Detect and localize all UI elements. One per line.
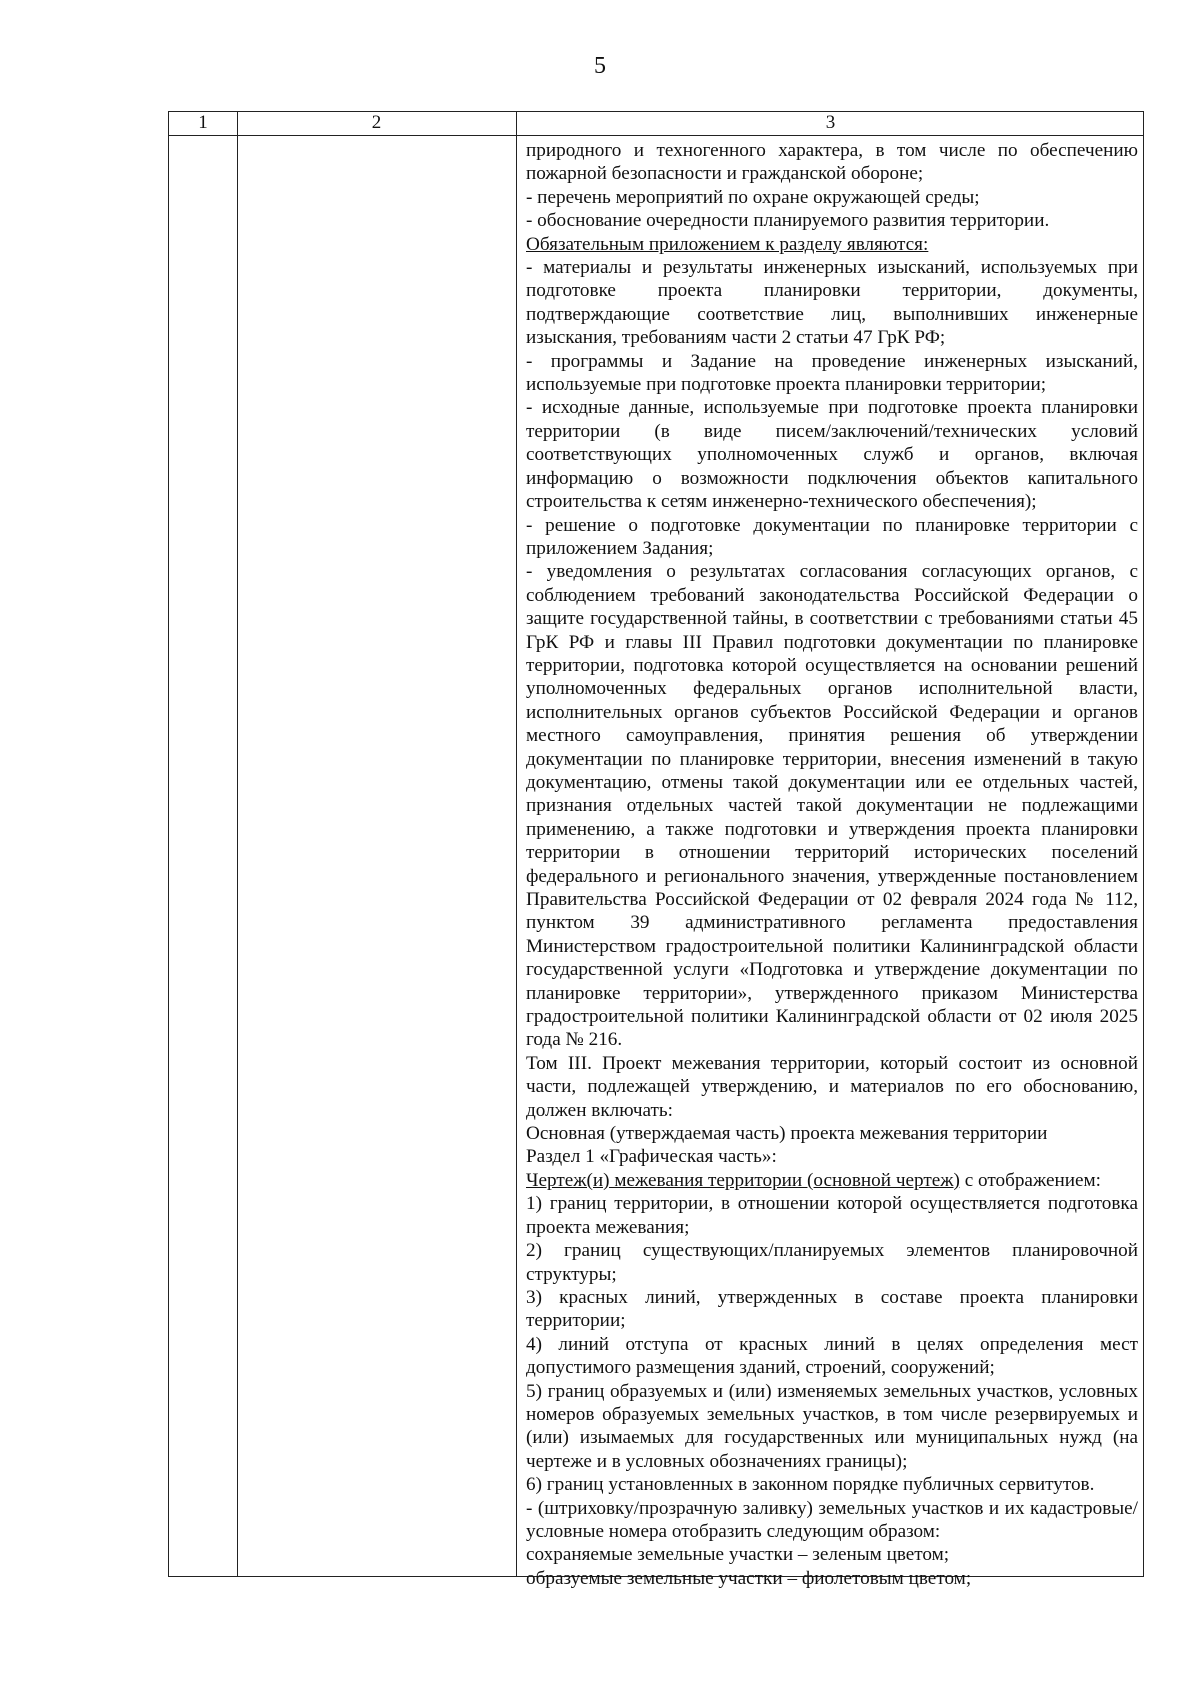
text-line: - (штриховку/прозрачную заливку) земельных участков и их кадастровые/условные номера отобразить следующим образом:: [526, 1497, 1138, 1542]
text-line: природного и техногенного характера, в том числе по обеспечению пожарной безопасности и гражданской обороне;: [526, 140, 1138, 185]
text-line: 3) красных линий, утвержденных в составе проекта планировки территории;: [526, 1286, 1138, 1332]
column-divider: [237, 112, 238, 1576]
underlined-heading: Чертеж(и) межевания территории (основной чертеж): [526, 1169, 960, 1191]
text-line: - обоснование очередности планируемого развития территории.: [526, 210, 1050, 232]
column-divider: [516, 112, 517, 1576]
text-line: сохраняемые земельные участки – зеленым цветом;: [526, 1544, 950, 1566]
text-line: 4) линий отступа от красных линий в целях определения мест допустимого размещения зданий, строений, сооружений;: [526, 1333, 1138, 1379]
text-line: - решение о подготовке документации по планировке территории с приложением Задания;: [526, 514, 1138, 559]
text-line: Том III. Проект межевания территории, который состоит из основной части, подлежащей утверждению, и материалов по его обоснованию, должен включать:: [526, 1052, 1138, 1121]
text-line: 6) границ установленных в законном порядке публичных сервитутов.: [526, 1474, 1095, 1496]
text-line: 1) границ территории, в отношении которой осуществляется подготовка проекта межевания;: [526, 1193, 1138, 1238]
document-table: [168, 111, 1144, 1589]
text-line: 5) границ образуемых и (или) изменяемых земельных участков, условных номеров образуемых земельных участков, в том числе резервируемых и (или) изымаемых для государственных или муниципальных нужд (на чертеже и в условных обозначениях границы);: [526, 1380, 1138, 1472]
text-line: - уведомления о результатах согласования согласующих органов, с соблюдением требований законодательства Российской Федерации о защите государственной тайны, в соответствии с требованиями статьи 45 ГрК РФ и главы III Правил подготовки документации по планировке территории, подготовка которой осуществляется на основании решений уполномоченных федеральных органов исполнительной власти, исполнительных органов субъектов Российской Федерации и органов местного самоуправления, принятия решения об утверждении документации по планировке территории, внесения изменений в такую документацию, отмены такой документации или ее отдельных частей, признания отдельных частей такой документации не подлежащими применению, а также подготовки и утверждения проекта планировки территории в отношении территорий исторических поселений федерального и регионального значения, утвержденные постановлением Правительства Российской Федерации от 02 февраля 2024 года № 112, пунктом 39 административного регламента предоставления Министерством градостроительной политики Калининградской области государственной услуги «Подготовка и утверждение документации по планировке территории», утвержденного приказом Министерства градостроительной политики Калининградской области от 02 июля 2025 года № 216.: [526, 561, 1138, 1051]
section-heading: Обязательным приложением к разделу являются:: [526, 233, 929, 255]
text-line: - материалы и результаты инженерных изысканий, используемых при подготовке проекта планировки территории, документы, подтверждающие соответствие лиц, выполнивших инженерные изыскания, требованиям части 2 статьи 47 ГрК РФ;: [526, 257, 1138, 349]
text-line: образуемые земельные участки – фиолетовым цветом;: [526, 1567, 972, 1589]
heading-continuation: с отображением:: [959, 1169, 1101, 1191]
column-3-content: [526, 139, 1138, 1590]
column-header-2: 2: [371, 112, 382, 133]
text-line: - программы и Задание на проведение инженерных изысканий, используемые при подготовке проекта планировки территории;: [526, 350, 1138, 396]
column-header-1: 1: [198, 112, 208, 133]
page-number: 5: [594, 53, 606, 79]
text-line: Основная (утверждаемая часть) проекта межевания территории: [526, 1123, 1048, 1145]
table-header-row: [169, 112, 1143, 136]
text-line: - исходные данные, используемые при подготовке проекта планировки территории (в виде писем/заключений/технических условий соответствующих уполномоченных служб и органов, включая информацию о возможности подключения объектов капитального строительства к сетям инженерно-технического обеспечения);: [526, 397, 1138, 513]
text-line: - перечень мероприятий по охране окружающей среды;: [526, 186, 980, 208]
text-line: Раздел 1 «Графическая часть»:: [526, 1146, 777, 1168]
text-line-mixed: [526, 1169, 1138, 1192]
column-header-3: 3: [825, 112, 836, 133]
text-line: 2) границ существующих/планируемых элементов планировочной структуры;: [526, 1240, 1138, 1285]
